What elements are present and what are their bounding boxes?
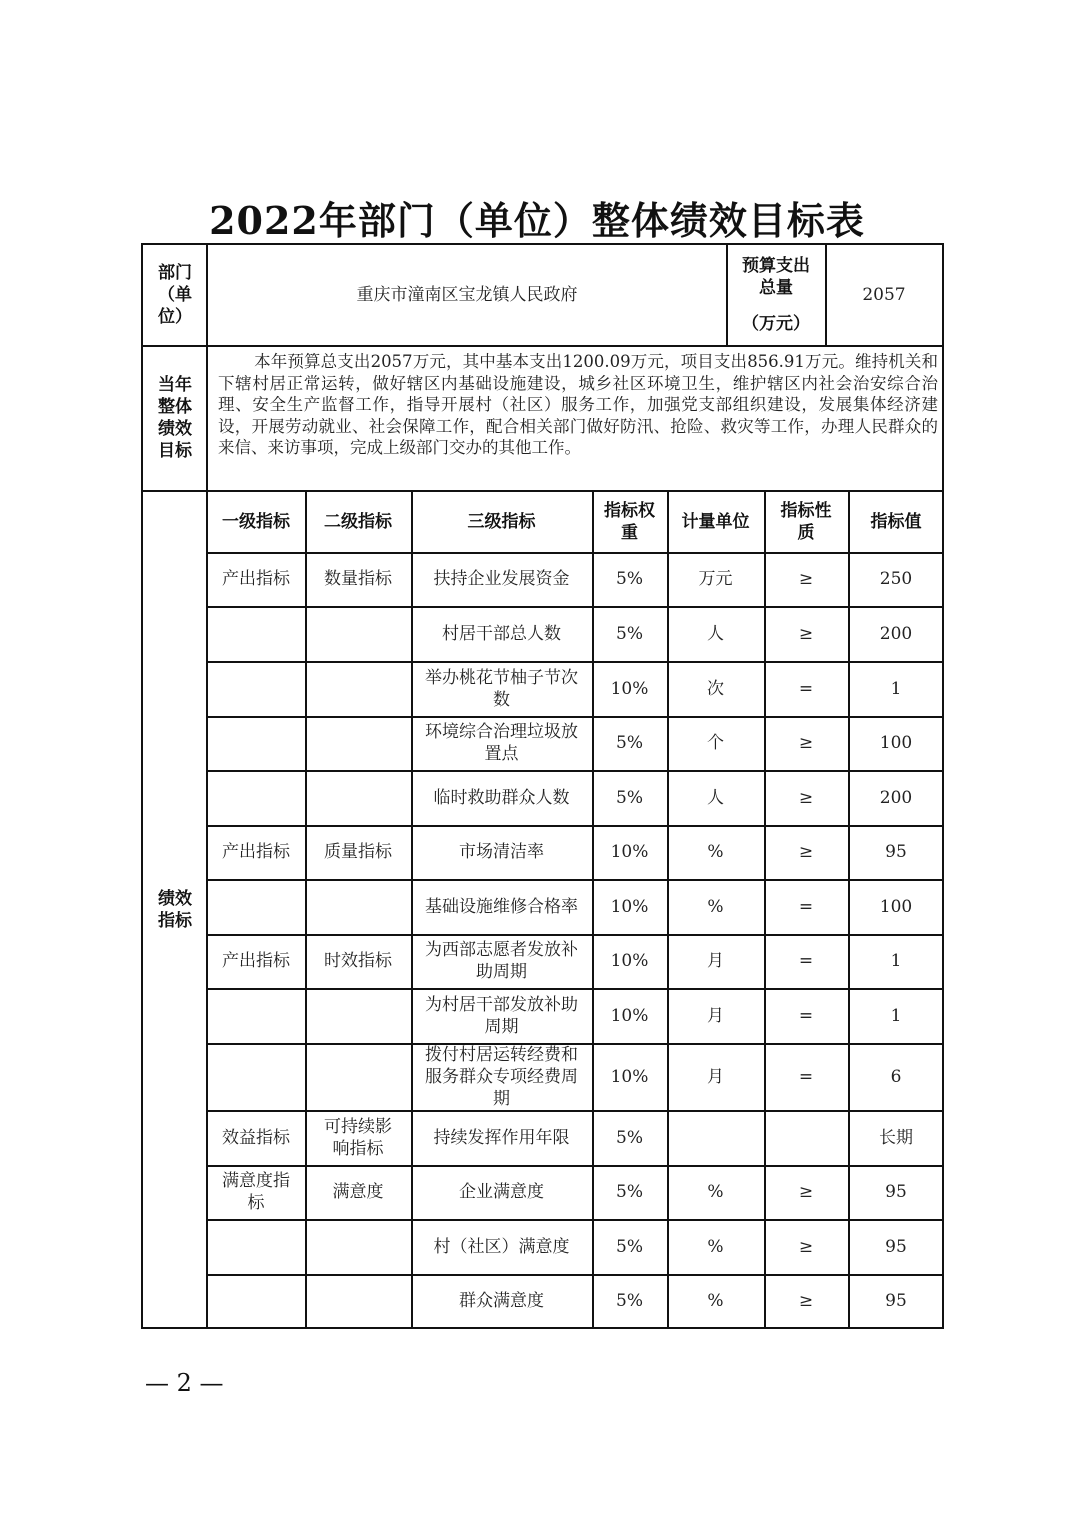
- cell-level3: 村居干部总人数: [442, 623, 561, 644]
- header-weight: 指标权重: [604, 501, 655, 543]
- cell-level1: [209, 990, 303, 1041]
- row-divider: [141, 345, 944, 347]
- cell-level3: 村（社区）满意度: [433, 1236, 570, 1257]
- cell-level2: [307, 608, 409, 659]
- page-number: — 2 —: [145, 1369, 224, 1397]
- cell-unit: %: [707, 1182, 724, 1202]
- cell-nature: =: [798, 1005, 814, 1026]
- cell-unit: 月: [707, 1066, 724, 1087]
- dept-label: 部门（单位）: [158, 263, 192, 327]
- cell-weight: 10%: [610, 896, 649, 917]
- cell-value: 1: [890, 1005, 902, 1026]
- perf-label: 绩效指标: [158, 888, 192, 931]
- cell-unit: 万元: [698, 569, 733, 589]
- header-level3: 三级指标: [467, 512, 536, 532]
- cell-weight: 5%: [616, 1236, 643, 1257]
- cell-nature: ≥: [798, 1236, 814, 1257]
- cell-unit: 人: [707, 787, 724, 808]
- cell-level1: [209, 772, 303, 823]
- cell-level2: [307, 1221, 409, 1272]
- cell-value: 100: [879, 896, 913, 917]
- dept-name: 重庆市潼南区宝龙镇人民政府: [356, 285, 578, 305]
- budget-label-main: 预算支出总量: [742, 256, 810, 298]
- cell-nature: =: [798, 1066, 814, 1087]
- cell-level1: [209, 881, 303, 932]
- goal-text: [218, 351, 938, 459]
- cell-value: 95: [885, 1236, 907, 1257]
- cell-value: 长期: [879, 1127, 913, 1148]
- cell-weight: 5%: [616, 1127, 643, 1148]
- cell-level1: [209, 608, 303, 659]
- cell-weight: 5%: [616, 623, 643, 644]
- cell-nature: [766, 1112, 846, 1163]
- cell-level3: 持续发挥作用年限: [433, 1127, 570, 1148]
- cell-weight: 5%: [616, 569, 643, 589]
- cell-level2: [307, 718, 409, 768]
- cell-weight: 10%: [610, 678, 649, 699]
- cell-level1: 产出指标: [222, 842, 290, 862]
- cell-weight: 5%: [616, 787, 643, 808]
- cell-level1: [209, 663, 303, 714]
- cell-level2: [307, 1276, 409, 1326]
- cell-level2: 时效指标: [324, 951, 392, 971]
- cell-level3: 市场清洁率: [459, 842, 544, 862]
- cell-weight: 10%: [610, 951, 649, 971]
- cell-level1: [209, 1045, 303, 1108]
- cell-unit: %: [707, 896, 724, 917]
- cell-level3: 基础设施维修合格率: [425, 896, 578, 917]
- budget-label: [727, 245, 825, 345]
- cell-unit: %: [707, 1236, 724, 1257]
- cell-value: 100: [879, 733, 913, 753]
- cell-nature: ≥: [798, 1182, 814, 1202]
- cell-nature: =: [798, 951, 814, 971]
- budget-label-unit: （万元）: [742, 314, 810, 334]
- cell-level3: 临时救助群众人数: [433, 787, 570, 808]
- cell-value: 95: [885, 842, 907, 862]
- cell-value: 1: [890, 951, 902, 971]
- cell-nature: ≥: [798, 569, 814, 589]
- header-nature: 指标性质: [780, 501, 832, 543]
- cell-unit: 月: [707, 1005, 724, 1026]
- cell-value: 95: [885, 1182, 907, 1202]
- header-unit: 计量单位: [681, 512, 750, 532]
- cell-level1: [209, 1221, 303, 1272]
- header-level1: 一级指标: [222, 512, 290, 532]
- cell-level1: 产出指标: [222, 569, 290, 589]
- cell-level3: 环境综合治理垃圾放置点: [425, 722, 578, 764]
- cell-unit: %: [707, 842, 724, 862]
- cell-level3: 举办桃花节柚子节次数: [425, 667, 578, 710]
- cell-unit: 个: [707, 733, 724, 753]
- header-level2: 二级指标: [324, 512, 392, 532]
- cell-weight: 10%: [610, 1066, 649, 1087]
- cell-level2: 质量指标: [324, 842, 392, 862]
- cell-nature: ≥: [798, 623, 814, 644]
- cell-level2: [307, 881, 409, 932]
- goal-label: 当年整体绩效目标: [158, 375, 192, 461]
- cell-nature: =: [798, 896, 814, 917]
- goal-text-body: 本年预算总支出2057万元，其中基本支出1200.09万元，项目支出856.91万元。维持机关和下辖村居正常运转，做好辖区内基础设施建设，城乡社区环境卫生，维护辖区内社会治安综合治理、安全生产监督工作，指导开展村（社区）服务工作，加强党支部组织建设，发展集体经济建设，开展劳动就业、社会保障工作，配合相关部门做好防汛、抢险、救灾等工作，办理人民群众的来信、来访事项，完成上级部门交办的其他工作。: [218, 352, 938, 457]
- cell-value: 6: [890, 1066, 902, 1087]
- cell-level1: 产出指标: [222, 951, 290, 971]
- cell-level1: [209, 1276, 303, 1326]
- cell-level3: 为西部志愿者发放补助周期: [425, 940, 578, 982]
- cell-value: 1: [890, 678, 902, 699]
- cell-level3: 群众满意度: [459, 1291, 544, 1311]
- cell-weight: 10%: [610, 842, 649, 862]
- cell-level3: 为村居干部发放补助周期: [425, 994, 578, 1037]
- cell-level3: 扶持企业发展资金: [433, 569, 570, 589]
- cell-nature: ≥: [798, 1291, 814, 1311]
- col-divider: [726, 243, 728, 345]
- cell-level2: [307, 663, 409, 714]
- col-divider: [825, 243, 827, 345]
- row-divider: [141, 490, 944, 492]
- cell-weight: 10%: [610, 1005, 649, 1026]
- cell-nature: ≥: [798, 733, 814, 753]
- cell-level1: 满意度指标: [222, 1171, 290, 1213]
- budget-value: 2057: [862, 285, 906, 305]
- cell-unit: 月: [707, 951, 724, 971]
- cell-value: 250: [879, 569, 913, 589]
- cell-value: 200: [879, 623, 913, 644]
- cell-level1: [209, 718, 303, 768]
- cell-weight: 5%: [616, 1182, 643, 1202]
- cell-nature: ≥: [798, 842, 814, 862]
- cell-level2: 可持续影响指标: [324, 1116, 392, 1159]
- cell-level3: 拨付村居运转经费和服务群众专项经费周期: [425, 1044, 578, 1109]
- cell-level1: 效益指标: [222, 1127, 290, 1148]
- header-value: 指标值: [870, 512, 922, 532]
- cell-level2: [307, 772, 409, 823]
- cell-weight: 5%: [616, 733, 643, 753]
- cell-level2: [307, 990, 409, 1041]
- cell-level2: 数量指标: [324, 569, 392, 589]
- cell-unit: 人: [707, 623, 724, 644]
- cell-unit: 次: [707, 678, 724, 699]
- cell-level2: 满意度: [332, 1182, 384, 1202]
- cell-level3: 企业满意度: [459, 1182, 544, 1202]
- cell-nature: =: [798, 678, 814, 699]
- cell-weight: 5%: [616, 1291, 643, 1311]
- cell-nature: ≥: [798, 787, 814, 808]
- cell-value: 95: [885, 1291, 907, 1311]
- cell-unit: [669, 1112, 762, 1163]
- cell-level2: [307, 1045, 409, 1108]
- page-title: 2022年部门（单位）整体绩效目标表: [209, 198, 865, 243]
- cell-unit: %: [707, 1291, 724, 1311]
- cell-value: 200: [879, 787, 913, 808]
